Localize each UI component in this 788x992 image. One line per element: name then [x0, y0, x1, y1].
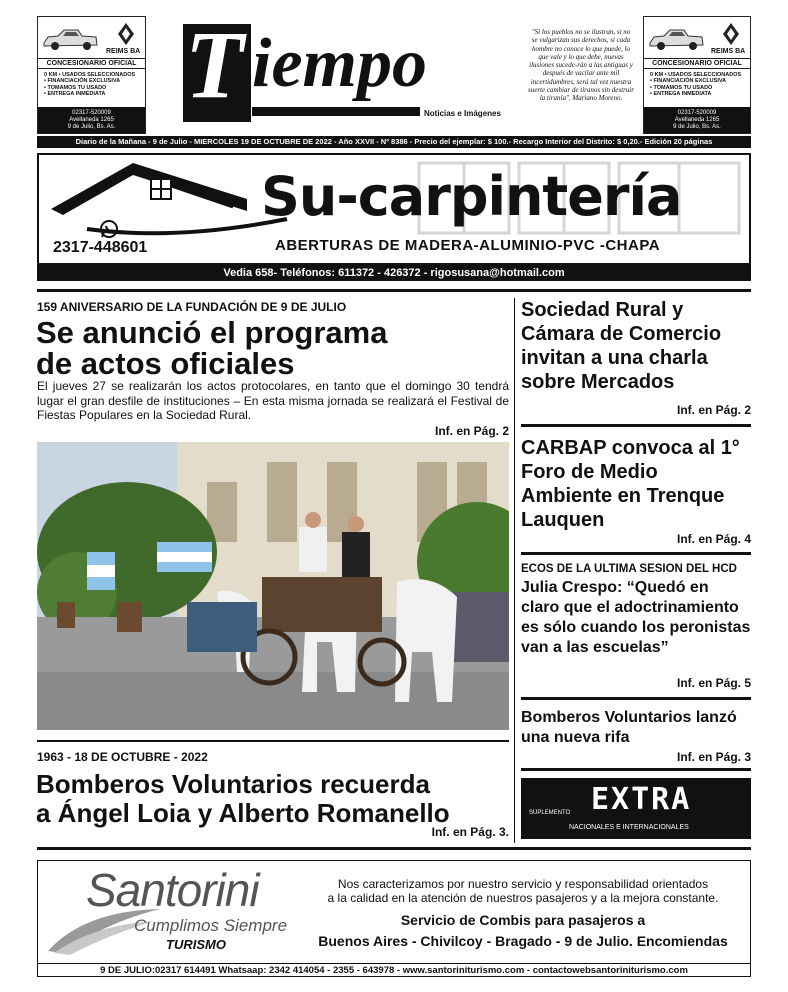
extra-title: EXTRA	[591, 782, 692, 817]
santorini-service-line1: Servicio de Combis para pasajeros a	[400, 912, 646, 928]
sidebar-story1-headline[interactable]: Sociedad Rural y Cámara de Comercio invitan a una charla sobre Mercados	[521, 299, 722, 393]
parade-scene-illustration	[37, 442, 509, 730]
second-story-kicker: 1963 - 18 DE OCTUBRE - 2022	[37, 750, 208, 764]
santorini-text-line2: a la calidad en la atención de nuestros pasajeros y a la mejora constante.	[327, 891, 719, 905]
feature-item: • TOMAMOS TU USADO	[650, 84, 713, 91]
renault-logo-icon	[722, 22, 740, 46]
dealer-city: 9 de Julio, Bs. As.	[67, 124, 116, 130]
main-story-page-ref[interactable]: Inf. en Pág. 2	[434, 424, 509, 438]
logo-bar	[252, 107, 420, 116]
pickup-truck-icon	[648, 25, 704, 53]
santorini-service-line2: Buenos Aires - Chivilcoy - Bragado - 9 de Julio. Encomiendas	[318, 933, 728, 949]
parade-photo	[37, 442, 509, 730]
dealer-address: Avellaneda 1265	[674, 117, 720, 123]
whatsapp-icon	[99, 219, 119, 239]
dealer-contact	[644, 107, 750, 133]
feature-item: • ENTREGA INMEDIATA	[650, 91, 712, 98]
dealer-title: CONCESIONARIO OFICIAL	[644, 58, 750, 69]
santorini-slogan: Cumplimos Siempre	[134, 916, 288, 935]
section-rule	[37, 847, 751, 850]
house-roof-icon	[47, 159, 297, 239]
carpinteria-name: Su-carpintería	[261, 165, 682, 228]
logo-first-letter: T	[185, 11, 244, 118]
logo-text: iempo	[252, 25, 427, 102]
dealer-city: 9 de Julio, Bs. As.	[673, 124, 721, 130]
santorini-name: Santorini	[86, 864, 259, 916]
section-rule	[37, 289, 751, 292]
carpinteria-phone: 2317-448601	[53, 239, 148, 256]
carpinteria-services: ABERTURAS DE MADERA-ALUMINIO-PVC -CHAPA	[275, 237, 661, 254]
sidebar-story3-page-ref[interactable]: Inf. en Pág. 5	[676, 676, 751, 690]
main-story-headline-line2[interactable]: de actos oficiales	[36, 346, 295, 381]
sidebar-story4-page-ref[interactable]: Inf. en Pág. 3	[676, 750, 751, 764]
sidebar-story1-page-ref[interactable]: Inf. en Pág. 2	[676, 403, 751, 417]
carpinteria-contact-bar: Vedia 658- Teléfonos: 611372 - 426372 - rigosusana@hotmail.com	[37, 265, 751, 281]
section-rule	[521, 424, 751, 427]
dealer-contact	[38, 107, 145, 133]
column-divider	[514, 298, 515, 843]
dealer-brand: REIMS BA	[106, 48, 141, 55]
extra-supplement-box[interactable]	[521, 778, 751, 839]
renault-logo-icon	[117, 22, 135, 46]
section-rule	[521, 697, 751, 700]
section-rule	[37, 740, 509, 742]
dealer-features	[650, 72, 741, 98]
feature-item: 0 KM • USADOS SELECCIONADOS	[44, 72, 136, 78]
feature-item: • FINANCIACIÓN EXCLUSIVA	[44, 78, 121, 85]
dealer-address: Avellaneda 1265	[69, 117, 114, 123]
santorini-type: TURISMO	[166, 937, 226, 952]
second-story-headline-line1[interactable]: Bomberos Voluntarios recuerda	[36, 769, 430, 799]
sidebar-story2-page-ref[interactable]: Inf. en Pág. 4	[676, 532, 751, 546]
second-story-headline-line2[interactable]: a Ángel Loia y Alberto Romanello	[36, 798, 450, 828]
sidebar-story4-headline[interactable]: Bomberos Voluntarios lanzó una nueva rifa	[521, 709, 737, 746]
main-story-kicker: 159 ANIVERSARIO DE LA FUNDACIÓN DE 9 DE JULIO	[37, 300, 347, 314]
dateline: Diario de la Mañana - 9 de Julio - MIERCOLES 19 DE OCTUBRE DE 2022 - Año XXVII - Nº 8386 - Precio del ejemplar: $ 100.- Recargo Interior del Distrito: $ 0,20.- Edición 20 páginas	[37, 136, 751, 148]
section-rule	[521, 552, 751, 555]
extra-small-label: SUPLEMENTO	[529, 810, 571, 816]
santorini-ad[interactable]	[37, 860, 751, 977]
feature-item: • ENTREGA INMEDIATA	[44, 91, 106, 98]
feature-item: • FINANCIACIÓN EXCLUSIVA	[650, 78, 727, 85]
dealer-features	[44, 72, 135, 98]
carpinteria-ad[interactable]	[37, 153, 751, 265]
feature-item: 0 KM • USADOS SELECCIONADOS	[650, 72, 742, 78]
section-rule	[521, 768, 751, 771]
masthead-tagline: Noticias e Imágenes	[424, 109, 501, 118]
dealer-brand: REIMS BA	[711, 48, 746, 55]
main-story-lead: El jueves 27 se realizarán los actos protocolares, en tanto que el domingo 30 tendrá lugar el gran desfile de instituciones – En esta misma jornada se realizará el Festival de Fiestas Populares en la Sociedad Rural.	[37, 379, 509, 422]
dealer-phone: 02317-520009	[72, 110, 111, 116]
dealer-ad-left[interactable]	[37, 16, 146, 134]
santorini-footer: 9 DE JULIO:02317 614491 Whatsaap: 2342 414054 - 2355 - 643978 - www.santoriniturismo.com - contactowebsantoriniturismo.com	[38, 963, 750, 977]
main-story-headline-line1[interactable]: Se anunció el programa	[36, 315, 388, 350]
feature-item: • TOMAMOS TU USADO	[44, 84, 107, 91]
masthead-quote: "Si los pueblos no se ilustran, si no se vulgarizan sus derechos, si cada hombre no conoce lo que puede, lo que vale y lo que debe, nuevas ilusiones sucede-rán a las antiguas y después de vacilar ante mil incertidumbres, será tal vez nuestra suerte cambiar de tiranos sin destruir la tiranía". Mariano Moreno.	[528, 28, 634, 103]
dealer-ad-right[interactable]	[643, 16, 751, 134]
extra-subtitle: NACIONALES E INTERNACIONALES	[569, 824, 689, 831]
santorini-text-line1: Nos caracterizamos por nuestro servicio y responsabilidad orientados	[337, 877, 709, 891]
pickup-truck-icon	[42, 25, 98, 53]
sidebar-story3-kicker: ECOS DE LA ULTIMA SESION DEL HCD	[521, 563, 737, 575]
sidebar-story2-headline[interactable]: CARBAP convoca al 1° Foro de Medio Ambiente en Trenque Lauquen	[521, 437, 740, 531]
dealer-title: CONCESIONARIO OFICIAL	[38, 58, 145, 69]
second-story-page-ref[interactable]: Inf. en Pág. 3.	[431, 825, 509, 839]
sidebar-story3-headline[interactable]: Julia Crespo: “Quedó en claro que el adoctrinamiento es sólo cuando los peronistas van a las escuelas”	[521, 579, 751, 656]
dealer-phone: 02317-520009	[677, 110, 717, 116]
